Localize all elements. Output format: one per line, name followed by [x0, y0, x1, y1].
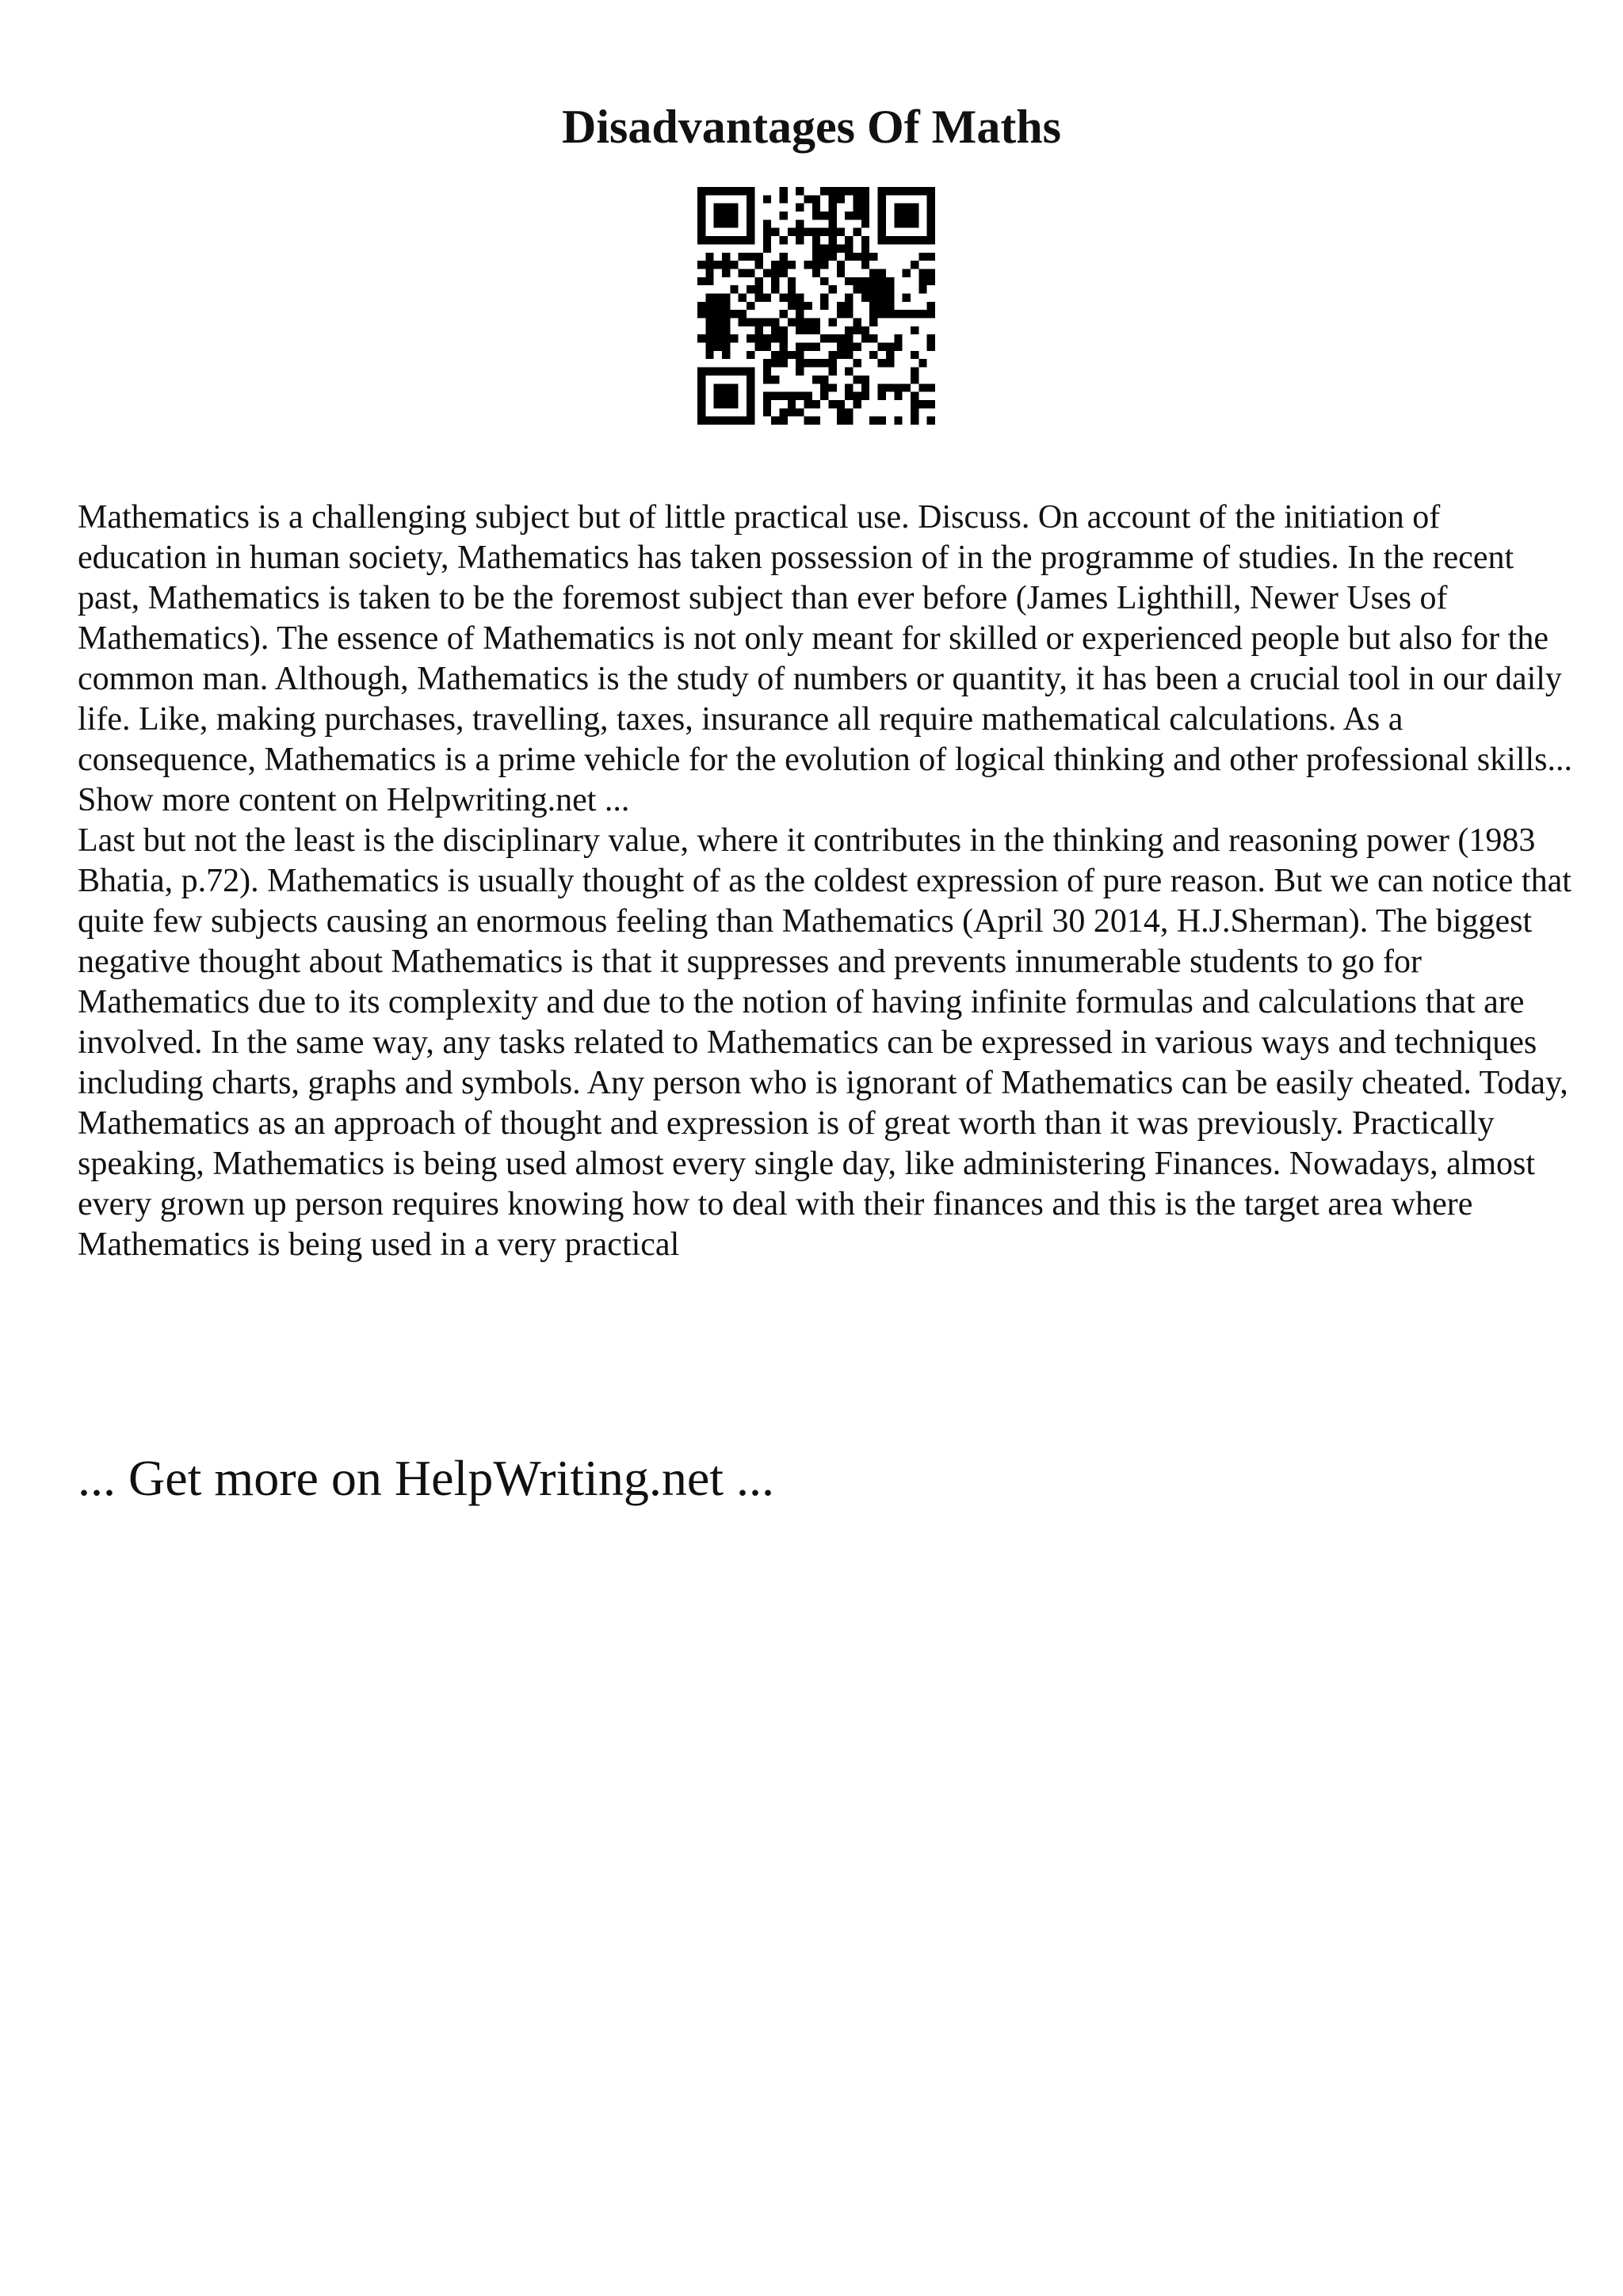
qr-code-icon [697, 187, 935, 425]
document-body [78, 498, 1575, 1265]
paragraph-2: Last but not the least is the disciplinary value, where it contributes in the thinking and reasoning power (1983 Bhatia, p.72). Mathematics is usually thought of as the coldest expression of pure reason. But we can notice that quite few subjects causing an enormous feeling than Mathematics (April 30 2014, H.J.Sherman). The biggest negative thought about Mathematics is that it suppresses and prevents innumerable students to go for Mathematics due to its complexity and due to the notion of having infinite formulas and calculations that are involved. In the same way, any tasks related to Mathematics can be expressed in various ways and techniques including charts, graphs and symbols. Any person who is ignorant of Mathematics can be easily cheated. Today, Mathematics as an approach of thought and expression is of great worth than it was previously. Practically speaking, Mathematics is being used almost every single day, like administering Finances. Nowadays, almost every grown up person requires knowing how to deal with their finances and this is the target area where Mathematics is being used in a very practical [78, 822, 1571, 1263]
paragraph-1: Mathematics is a challenging subject but of little practical use. Discuss. On account of the initiation of education in human society, Mathematics has taken possession of in the programme of studies. In the recent past, Mathematics is taken to be the foremost subject than ever before (James Lighthill, Newer Uses of Mathematics). The essence of Mathematics is not only meant for skilled or experienced people but also for the common man. Although, Mathematics is the study of numbers or quantity, it has been a crucial tool in our daily life. Like, making purchases, travelling, taxes, insurance all require mathematical calculations. As a consequence, Mathematics is a prime vehicle for the evolution of logical thinking and other professional skills... Show more content on Helpwriting.net ... [78, 499, 1573, 818]
document-title: Disadvantages Of Maths [561, 101, 1062, 153]
get-more-link[interactable]: ... Get more on HelpWriting.net ... [78, 1450, 774, 1506]
